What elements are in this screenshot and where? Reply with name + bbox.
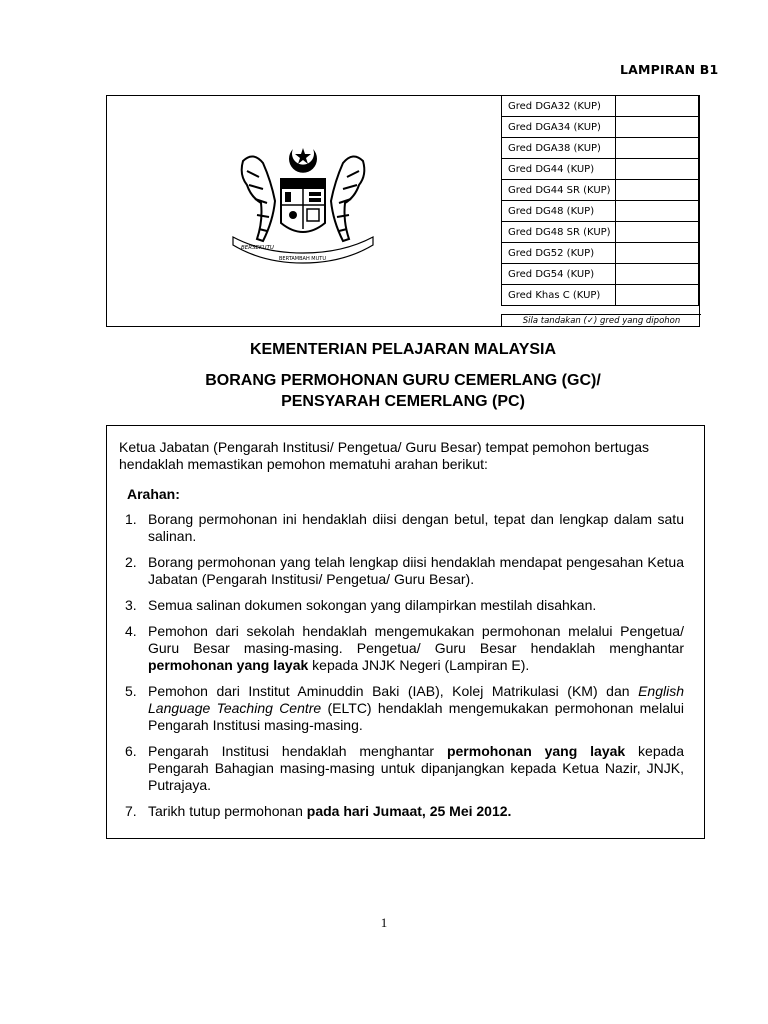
- grade-checkbox[interactable]: [615, 222, 698, 243]
- item-emphasis: pada hari Jumaat, 25 Mei 2012.: [306, 803, 512, 819]
- page-number: 1: [380, 915, 388, 930]
- grade-checkbox[interactable]: [615, 285, 698, 306]
- item-text: Semua salinan dokumen sokongan yang dilampirkan mestilah disahkan.: [148, 597, 597, 613]
- list-item: [119, 743, 684, 794]
- grade-label: Gred DG44 (KUP): [502, 159, 616, 180]
- item-emphasis: permohonan yang layak: [446, 743, 626, 759]
- header-box: [106, 95, 700, 327]
- list-item: [119, 683, 684, 734]
- grade-label: Gred DGA32 (KUP): [502, 96, 616, 117]
- item-number: 6.: [125, 743, 137, 759]
- grade-checkbox[interactable]: [615, 159, 698, 180]
- coat-of-arms-icon: [223, 141, 383, 271]
- crest-motto-2: BERTAMBAH MUTU: [279, 256, 326, 262]
- grade-row: [502, 96, 699, 117]
- form-title-line-1: BORANG PERMOHONAN GURU CEMERLANG (GC)/: [205, 372, 601, 389]
- item-number: 3.: [125, 597, 137, 613]
- item-text: Borang permohonan yang telah lengkap diisi hendaklah mendapat pengesahan Ketua Jabatan (Pengarah Institusi/ Pengetua/ Guru Besar).: [148, 554, 684, 587]
- list-item: [119, 623, 684, 674]
- intro-text: Ketua Jabatan (Pengarah Institusi/ Pengetua/ Guru Besar) tempat pemohon bertugas hendaklah memastikan pemohon mematuhi arahan berikut:: [119, 439, 649, 472]
- list-item: [119, 803, 684, 820]
- item-number: 4.: [125, 623, 137, 639]
- list-item: [119, 511, 684, 545]
- item-text: Tarikh tutup permohonan: [148, 803, 307, 819]
- title-block: [106, 339, 700, 412]
- item-text: Pengarah Institusi hendaklah menghantar: [148, 743, 447, 759]
- instructions-box: [106, 425, 705, 839]
- item-text: kepada Pengarah Bahagian masing-masing untuk dipanjangkan kepada Ketua Nazir, JNJK, Putrajaya.: [148, 743, 684, 793]
- item-emphasis: permohonan yang layak: [148, 657, 309, 673]
- grade-label: Gred DG48 (KUP): [502, 201, 616, 222]
- grade-checkbox[interactable]: [615, 117, 698, 138]
- instructions-heading: Arahan:: [127, 486, 180, 502]
- grade-row: [502, 180, 699, 201]
- item-text: Pemohon dari sekolah hendaklah mengemukakan permohonan melalui Pengetua/ Guru Besar masing-masing. Pengetua/ Guru Besar hendaklah menghantar: [148, 623, 684, 656]
- grade-row: [502, 243, 699, 264]
- grade-label: Gred DGA34 (KUP): [502, 117, 616, 138]
- grade-row: [502, 159, 699, 180]
- item-number: 5.: [125, 683, 137, 699]
- ministry-title: KEMENTERIAN PELAJARAN MALAYSIA: [249, 341, 557, 358]
- grade-label: Gred DG54 (KUP): [502, 264, 616, 285]
- item-number: 7.: [125, 803, 137, 819]
- item-text: (ELTC) hendaklah mengemukakan permohonan melalui Pengarah Institusi masing-masing.: [148, 700, 684, 733]
- grade-note: Sila tandakan (✓) gred yang dipohon: [501, 314, 701, 327]
- grade-row: [502, 117, 699, 138]
- grade-row: [502, 264, 699, 285]
- grade-label: Gred DG44 SR (KUP): [502, 180, 616, 201]
- grade-checkbox[interactable]: [615, 201, 698, 222]
- grade-label: Gred DG52 (KUP): [502, 243, 616, 264]
- list-item: [119, 597, 684, 614]
- grade-checkbox[interactable]: [615, 180, 698, 201]
- grade-row: [502, 285, 699, 306]
- grade-row: [502, 201, 699, 222]
- list-item: [119, 554, 684, 588]
- grade-row: [502, 138, 699, 159]
- item-text: kepada JNJK Negeri (Lampiran E).: [308, 657, 530, 673]
- crest-motto: BERSEKUTU: [241, 245, 274, 251]
- item-number: 2.: [125, 554, 137, 570]
- grade-checkbox[interactable]: [615, 264, 698, 285]
- item-italic: English Language Teaching Centre: [148, 683, 684, 716]
- grade-checkbox[interactable]: [615, 243, 698, 264]
- grade-label: Gred Khas C (KUP): [502, 285, 616, 306]
- grade-checkbox[interactable]: [615, 138, 698, 159]
- grade-label: Gred DGA38 (KUP): [502, 138, 616, 159]
- grade-checkbox[interactable]: [615, 96, 698, 117]
- annex-label: LAMPIRAN B1: [620, 62, 719, 77]
- item-text: Borang permohonan ini hendaklah diisi dengan betul, tepat dan lengkap dalam satu salinan.: [148, 511, 684, 544]
- item-number: 1.: [125, 511, 137, 527]
- form-title-line-2: PENSYARAH CEMERLANG (PC): [281, 393, 525, 410]
- instructions-list: [119, 511, 684, 820]
- item-text: Pemohon dari Institut Aminuddin Baki (IAB), Kolej Matrikulasi (KM) dan: [148, 683, 639, 699]
- grade-table: [501, 95, 699, 306]
- grade-label: Gred DG48 SR (KUP): [502, 222, 616, 243]
- grade-row: [502, 222, 699, 243]
